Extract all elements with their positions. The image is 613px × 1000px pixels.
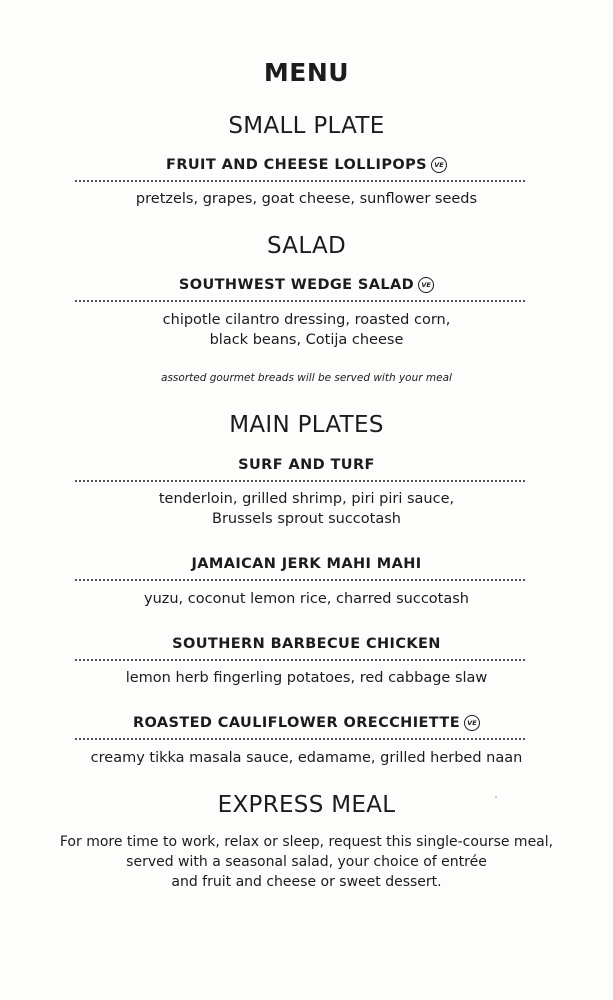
bread-note: assorted gourmet breads will be served with your meal <box>161 372 452 384</box>
dish-description-line: black beans, Cotija cheese <box>209 332 404 348</box>
dotted-divider <box>75 480 525 482</box>
dish-description-line: tenderloin, grilled shrimp, piri piri sauce, <box>158 491 455 507</box>
dish-description-line: Brussels sprout succotash <box>212 511 401 527</box>
dotted-divider <box>75 180 525 182</box>
page-title: MENU <box>263 58 350 87</box>
dish-name-fruit-cheese-lollipops: FRUIT AND CHEESE LOLLIPOPS VE <box>0 157 613 173</box>
express-meal-line: and fruit and cheese or sweet dessert. <box>171 874 442 890</box>
dotted-divider <box>75 300 525 302</box>
dish-name-roasted-cauliflower-orecchiette: ROASTED CAULIFLOWER ORECCHIETTE VE <box>0 715 613 731</box>
dotted-divider <box>75 659 525 661</box>
express-meal-line: served with a seasonal salad, your choice of entrée <box>126 854 487 870</box>
dish-description-line: chipotle cilantro dressing, roasted corn, <box>162 312 451 328</box>
ve-icon: VE <box>431 157 447 173</box>
paper-speck <box>495 796 497 798</box>
dotted-divider <box>75 738 525 740</box>
dish-name-southern-barbecue-chicken: SOUTHERN BARBECUE CHICKEN <box>172 636 441 652</box>
dish-description: creamy tikka masala sauce, edamame, grilled herbed naan <box>90 750 523 766</box>
dotted-divider <box>75 579 525 581</box>
dish-description: yuzu, coconut lemon rice, charred succotash <box>143 591 469 607</box>
dish-name-southwest-wedge-salad: SOUTHWEST WEDGE SALAD VE <box>0 277 613 293</box>
section-heading-express-meal: EXPRESS MEAL <box>217 792 396 818</box>
dish-description: lemon herb fingerling potatoes, red cabbage slaw <box>125 670 488 686</box>
section-heading-small-plate: SMALL PLATE <box>228 113 385 139</box>
dish-name-jamaican-jerk-mahi-mahi: JAMAICAN JERK MAHI MAHI <box>191 556 422 572</box>
section-heading-salad: SALAD <box>266 233 347 259</box>
ve-icon: VE <box>418 277 434 293</box>
dish-name-surf-and-turf: SURF AND TURF <box>238 457 375 473</box>
dish-description: pretzels, grapes, goat cheese, sunflower seeds <box>135 191 478 207</box>
section-heading-main-plates: MAIN PLATES <box>229 412 384 438</box>
ve-icon: VE <box>464 715 480 731</box>
express-meal-line: For more time to work, relax or sleep, request this single-course meal, <box>59 834 554 850</box>
